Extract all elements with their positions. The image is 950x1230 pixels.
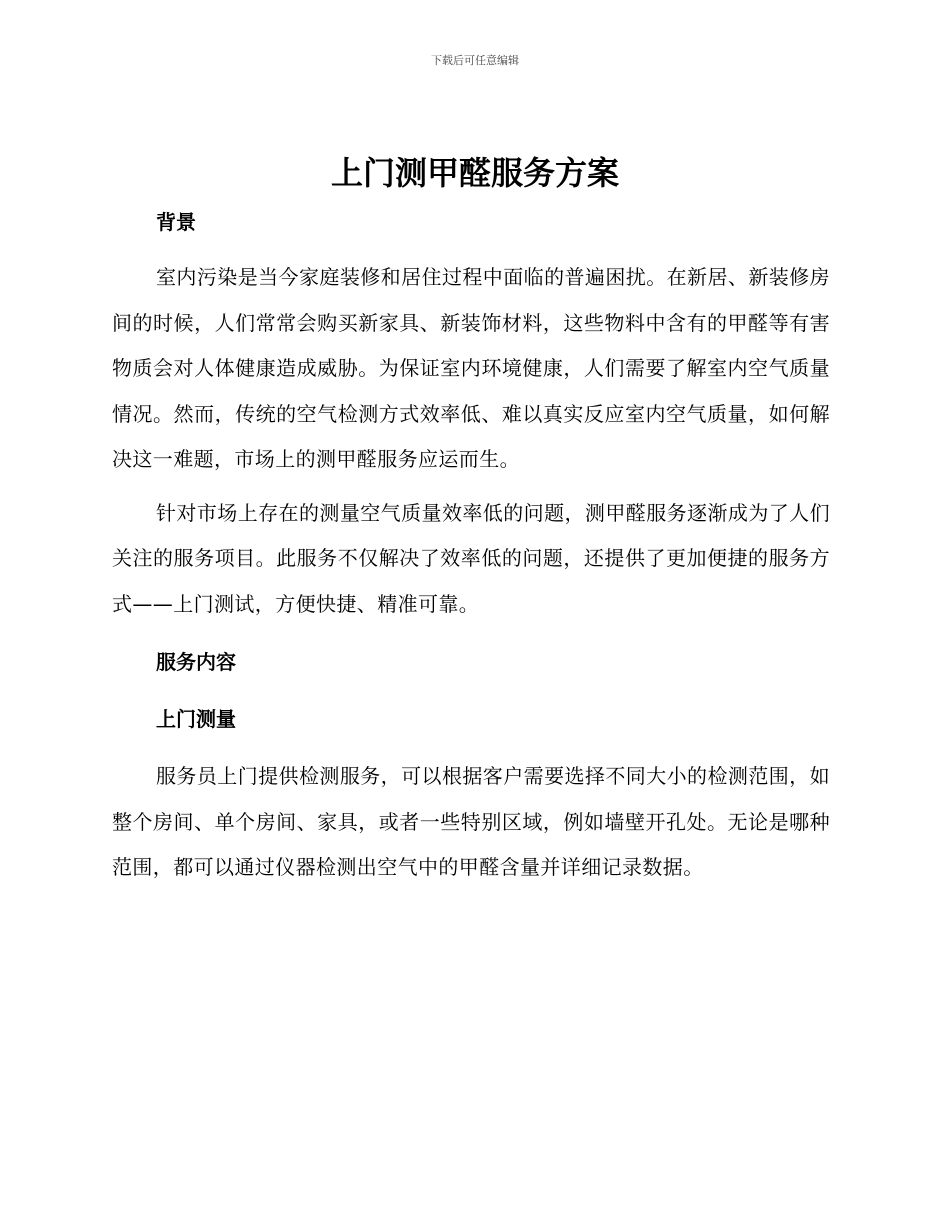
section-heading-onsite-measurement: 上门测量 — [156, 707, 236, 731]
document-title: 上门测甲醛服务方案 — [330, 154, 619, 192]
section-heading-background: 背景 — [156, 210, 196, 234]
page-header-note: 下载后可任意编辑 — [431, 54, 519, 67]
document-body — [112, 200, 830, 891]
paragraph-background-2: 针对市场上存在的测量空气质量效率低的问题，测甲醛服务逐渐成为了人们关注的服务项目。此服务不仅解决了效率低的问题，还提供了更加便捷的服务方式——上门测试，方便快捷、精准可靠。 — [112, 500, 830, 616]
paragraph-onsite-measurement: 服务员上门提供检测服务，可以根据客户需要选择不同大小的检测范围，如整个房间、单个房间、家具，或者一些特别区域，例如墙壁开孔处。无论是哪种范围，都可以通过仪器检测出空气中的甲醛含量并详细记录数据。 — [112, 764, 830, 879]
paragraph-background-1: 室内污染是当今家庭装修和居住过程中面临的普遍困扰。在新居、新装修房间的时候，人们常常会购买新家具、新装饰材料，这些物料中含有的甲醛等有害物质会对人体健康造成威胁。为保证室内环境健康，人们需要了解室内空气质量情况。然而，传统的空气检测方式效率低、难以真实反应室内空气质量，如何解决这一难题，市场上的测甲醛服务应运而生。 — [112, 265, 830, 471]
section-heading-service-content: 服务内容 — [156, 650, 236, 674]
